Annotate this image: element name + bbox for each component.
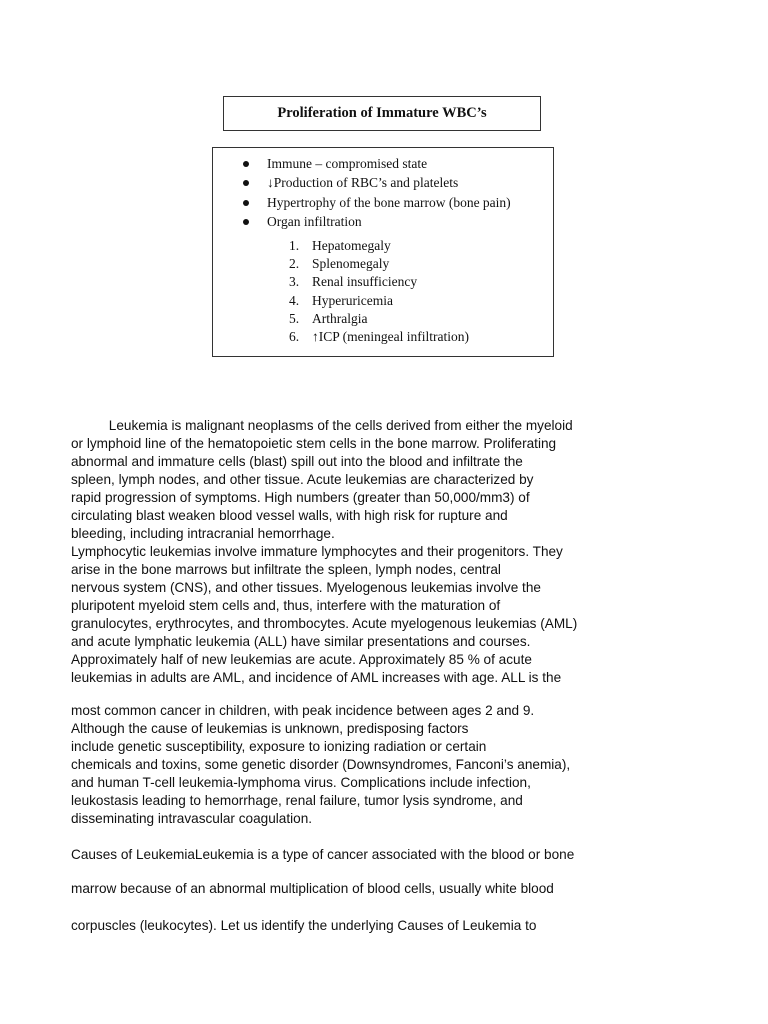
text-line: or lymphoid line of the hematopoietic stem cells in the bone marrow. Proliferating — [71, 436, 557, 451]
numbered-item: 6. ↑ICP (meningeal infiltration) — [289, 328, 469, 344]
bullet-item: Immune – compromised state — [241, 154, 511, 173]
text-line: include genetic susceptibility, exposure to ionizing radiation or certain — [71, 739, 487, 754]
numbered-item: 5. Arthralgia — [289, 310, 368, 326]
text-line: circulating blast weaken blood vessel walls, with high risk for rupture and — [71, 508, 508, 523]
numbered-item: 2. Splenomegaly — [289, 256, 390, 272]
text-line: Leukemia is malignant neoplasms of the cells derived from either the myeloid — [71, 418, 573, 433]
text-line: marrow because of an abnormal multiplication of blood cells, usually white blood — [71, 881, 554, 896]
text-line: Approximately half of new leukemias are acute. Approximately 85 % of acute — [71, 652, 532, 667]
causes-line-3 — [71, 917, 641, 935]
body-paragraph-2 — [71, 702, 641, 828]
text-line: and human T-cell leukemia-lymphoma virus. Complications include infection, — [71, 775, 531, 790]
text-line: leukemias in adults are AML, and incidence of AML increases with age. ALL is the — [71, 670, 562, 685]
text-line: most common cancer in children, with peak incidence between ages 2 and 9. — [71, 703, 535, 718]
text-line: granulocytes, erythrocytes, and thrombocytes. Acute myelogenous leukemias (AML) — [71, 616, 578, 631]
bullet-icon — [243, 180, 249, 186]
text-line: arise in the bone marrows but infiltrate the spleen, lymph nodes, central — [71, 562, 501, 577]
causes-line-2 — [71, 880, 641, 898]
text-line: and acute lymphatic leukemia (ALL) have similar presentations and courses. — [71, 634, 531, 649]
text-line: abnormal and immature cells (blast) spill out into the blood and infiltrate the — [71, 454, 523, 469]
text-line: Lymphocytic leukemias involve immature lymphocytes and their progenitors. They — [71, 544, 563, 559]
text-line: Although the cause of leukemias is unknown, predisposing factors — [71, 721, 469, 736]
text-line: disseminating intravascular coagulation. — [71, 811, 313, 826]
text-line: Causes of LeukemiaLeukemia is a type of cancer associated with the blood or bone — [71, 847, 575, 862]
bullet-item: ↓Production of RBC’s and platelets — [241, 173, 511, 192]
text-line: bleeding, including intracranial hemorrhage. — [71, 526, 335, 541]
organ-infiltration-list — [289, 236, 469, 345]
numbered-item: 1. Hepatomegaly — [289, 238, 391, 253]
text-line: rapid progression of symptoms. High numbers (greater than 50,000/mm3) of — [71, 490, 530, 505]
diagram-list-box — [212, 147, 554, 357]
diagram-title: Proliferation of Immature WBC’s — [277, 105, 487, 121]
numbered-item: 4. Hyperuricemia — [289, 292, 393, 308]
bullet-icon — [243, 200, 249, 206]
text-line: nervous system (CNS), and other tissues. Myelogenous leukemias involve the — [71, 580, 541, 595]
diagram-title-box — [223, 96, 541, 131]
text-line: leukostasis leading to hemorrhage, renal failure, tumor lysis syndrome, and — [71, 793, 523, 808]
symptom-bullet-list — [241, 154, 511, 231]
causes-line-1 — [71, 846, 641, 864]
bullet-icon — [243, 161, 249, 167]
text-line: pluripotent myeloid stem cells and, thus, interfere with the maturation of — [71, 598, 501, 613]
body-paragraph-1 — [71, 417, 641, 687]
text-line: spleen, lymph nodes, and other tissue. Acute leukemias are characterized by — [71, 472, 534, 487]
bullet-icon — [243, 219, 249, 225]
text-line: chemicals and toxins, some genetic disorder (Downsyndromes, Fanconi’s anemia), — [71, 757, 571, 772]
text-line: corpuscles (leukocytes). Let us identify the underlying Causes of Leukemia to — [71, 918, 537, 933]
bullet-item: Organ infiltration — [241, 212, 511, 231]
numbered-item: 3. Renal insufficiency — [289, 274, 418, 290]
bullet-item: Hypertrophy of the bone marrow (bone pain) — [241, 193, 511, 212]
